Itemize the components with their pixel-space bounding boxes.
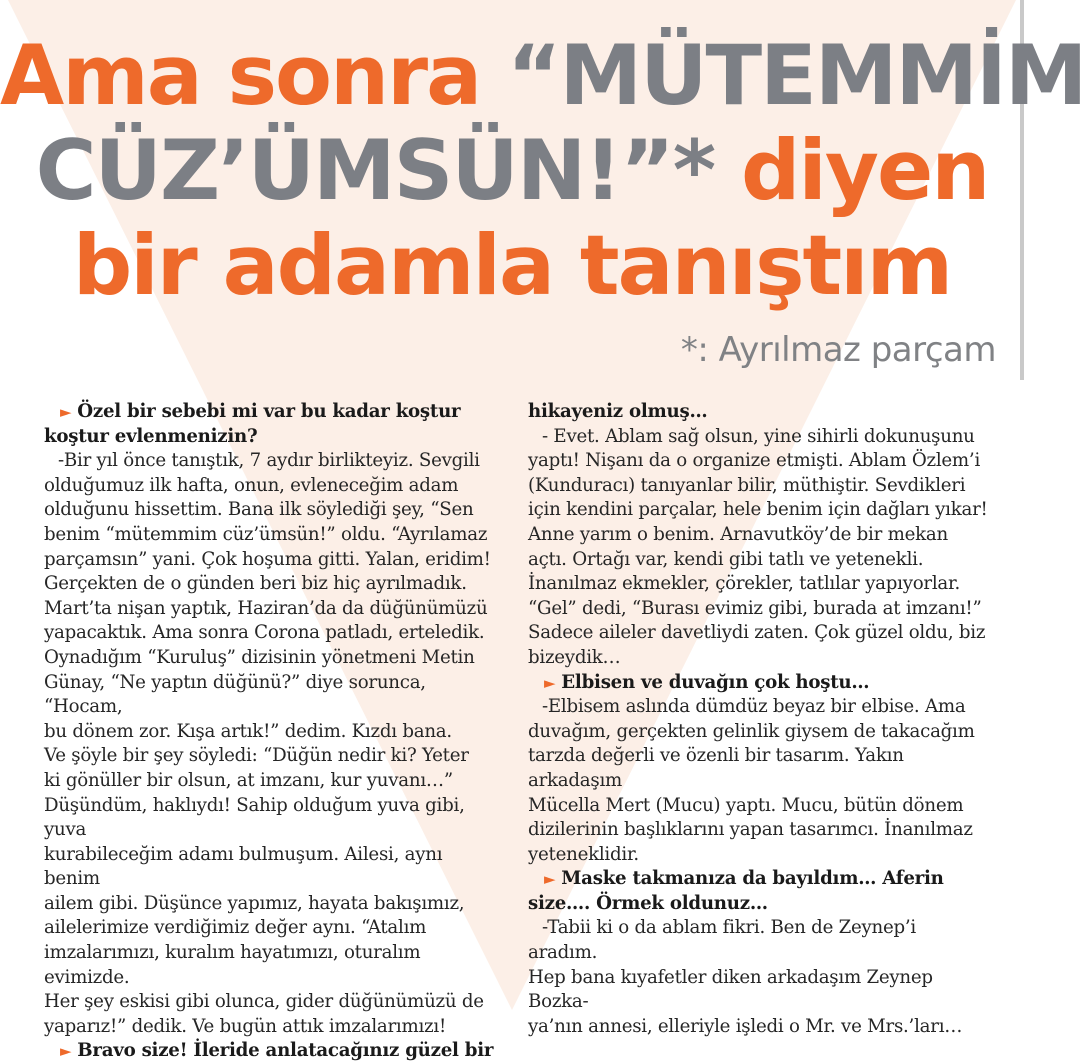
- text-line: ya’nın annesi, elleriyle işledi o Mr. ve Mrs.’ları…: [528, 1015, 963, 1037]
- question-line: [528, 867, 990, 892]
- text-line: bu dönem zor. Kışa artık!” dedim. Kızdı bana.: [44, 720, 452, 742]
- text-line: Mart’ta nişan yaptık, Haziran’da da düğünümüzü: [44, 597, 488, 619]
- question-line: [44, 400, 494, 425]
- headline-line1-gray: “MÜTEMMİM: [506, 27, 1086, 124]
- text-line: yaptı! Nişanı da o organize etmişti. Ablam Özlem’i: [528, 450, 981, 472]
- subtitle-footnote: *: Ayrılmaz parçam: [680, 330, 996, 370]
- arrow-icon: ►: [60, 1042, 72, 1061]
- headline-line-3: [0, 218, 1024, 313]
- arrow-icon: ►: [544, 673, 556, 692]
- question-text: Elbisen ve duvağın çok hoştu…: [561, 671, 870, 693]
- text-line: yapacaktık. Ama sonra Corona patladı, erteledik.: [44, 622, 485, 644]
- answer-line: -Elbisem aslında dümdüz beyaz bir elbise. Ama: [542, 696, 966, 718]
- question-text: Maske takmanıza da bayıldım… Aferin: [561, 868, 944, 890]
- text-line: parçamsın” yani. Çok hoşuma gitti. Yalan, eridim!: [44, 548, 491, 570]
- answer-line: - Evet. Ablam sağ olsun, yine sihirli dokunuşunu: [542, 425, 975, 447]
- answer-line: -Tabii ki o da ablam fikri. Ben de Zeynep’i aradım.: [528, 917, 917, 964]
- text-line: Hep bana kıyafetler diken arkadaşım Zeynep Bozka-: [528, 966, 933, 1013]
- text-line: duvağım, gerçekten gelinlik giysem de takacağım: [528, 720, 975, 742]
- text-line: İnanılmaz ekmekler, çörekler, tatlılar yapıyorlar.: [528, 573, 961, 595]
- question-line: hikayeniz olmuş…: [528, 401, 708, 422]
- arrow-icon: ►: [544, 870, 556, 889]
- text-line: ki gönüller bir olsun, at imzanı, kur yuvanı…”: [44, 769, 453, 791]
- question-line: size…. Örmek oldunuz…: [528, 892, 768, 914]
- headline-line-2: [0, 123, 1024, 218]
- text-line: yaparız!” dedik. Ve bugün attık imzalarımızı!: [44, 1015, 447, 1037]
- question-text: Özel bir sebebi mi var bu kadar koştur: [77, 401, 461, 422]
- text-line: dizilerinin başlıklarını yapan tasarımcı. İnanılmaz: [528, 819, 973, 841]
- right-column: [528, 400, 990, 1039]
- question-line: [528, 671, 990, 696]
- headline: [0, 27, 1086, 314]
- text-line: benim “mütemmim cüz’ümsün!” oldu. “Ayrılamaz: [44, 523, 488, 545]
- text-line: Her şey eskisi gibi olunca, gider düğünümüzü de: [44, 991, 484, 1013]
- text-line: Ve şöyle bir şey söyledi: “Düğün nedir ki? Yeter: [44, 745, 469, 767]
- headline-line1-orange: Ama sonra: [0, 27, 507, 124]
- text-line: için kendini parçalar, hele benim için dağları yıkar!: [528, 499, 988, 521]
- headline-line-1: [0, 27, 1086, 124]
- text-line: Anne yarım o benim. Arnavutköy’de bir mekan: [528, 523, 948, 545]
- text-line: Sadece aileler davetliydi zaten. Çok güzel oldu, biz: [528, 622, 986, 644]
- left-column: [44, 400, 494, 1064]
- text-line: ailelerimize verdiğimiz değer aynı. “Atalım: [44, 917, 427, 939]
- arrow-icon: ►: [60, 403, 72, 421]
- question-line: [44, 1039, 494, 1064]
- headline-line2-gray: CÜZ’ÜMSÜN!”*: [35, 122, 741, 219]
- headline-line3-orange: bir adamla tanıştım: [72, 217, 952, 314]
- question-line: koştur evlenmenizin?: [44, 425, 258, 447]
- text-line: Gerçekten de o günden beri biz hiç ayrılmadık.: [44, 573, 467, 595]
- text-line: Oynadığım “Kuruluş” dizisinin yönetmeni Metin: [44, 646, 475, 668]
- text-line: tarzda değerli ve özenli bir tasarım. Yakın arkadaşım: [528, 745, 904, 791]
- text-line: bizeydik…: [528, 646, 621, 668]
- text-line: yeteneklidir.: [528, 843, 639, 865]
- answer-line: -Bir yıl önce tanıştık, 7 aydır birlikteyiz. Sevgili: [58, 450, 480, 472]
- text-line: Mücella Mert (Mucu) yaptı. Mucu, bütün dönem: [528, 794, 964, 816]
- text-line: (Kunduracı) tanıyanlar bilir, müthiştir. Sevdikleri: [528, 474, 966, 496]
- headline-line2-orange: diyen: [741, 122, 989, 219]
- text-line: imzalarımızı, kuralım hayatımızı, oturalım evimizde.: [44, 942, 421, 988]
- question-text: Bravo size! İleride anlatacağınız güzel bir: [77, 1040, 494, 1062]
- text-line: olduğumuz ilk hafta, onun, evleneceğim adam: [44, 474, 459, 496]
- text-line: olduğunu hissettim. Bana ilk söylediği şey, “Sen: [44, 499, 474, 521]
- text-line: ailem gibi. Düşünce yapımız, hayata bakışımız,: [44, 892, 465, 914]
- text-line: kurabileceğim adamı bulmuşum. Ailesi, aynı benim: [44, 843, 443, 890]
- text-line: “Gel” dedi, “Burası evimiz gibi, burada at imzanı!”: [528, 597, 982, 619]
- text-line: açtı. Ortağı var, kendi gibi tatlı ve yetenekli.: [528, 548, 924, 570]
- text-line: Günay, “Ne yaptın düğünü?” diye sorunca, “Hocam,: [44, 671, 426, 718]
- text-line: Düşündüm, haklıydı! Sahip olduğum yuva gibi, yuva: [44, 794, 465, 841]
